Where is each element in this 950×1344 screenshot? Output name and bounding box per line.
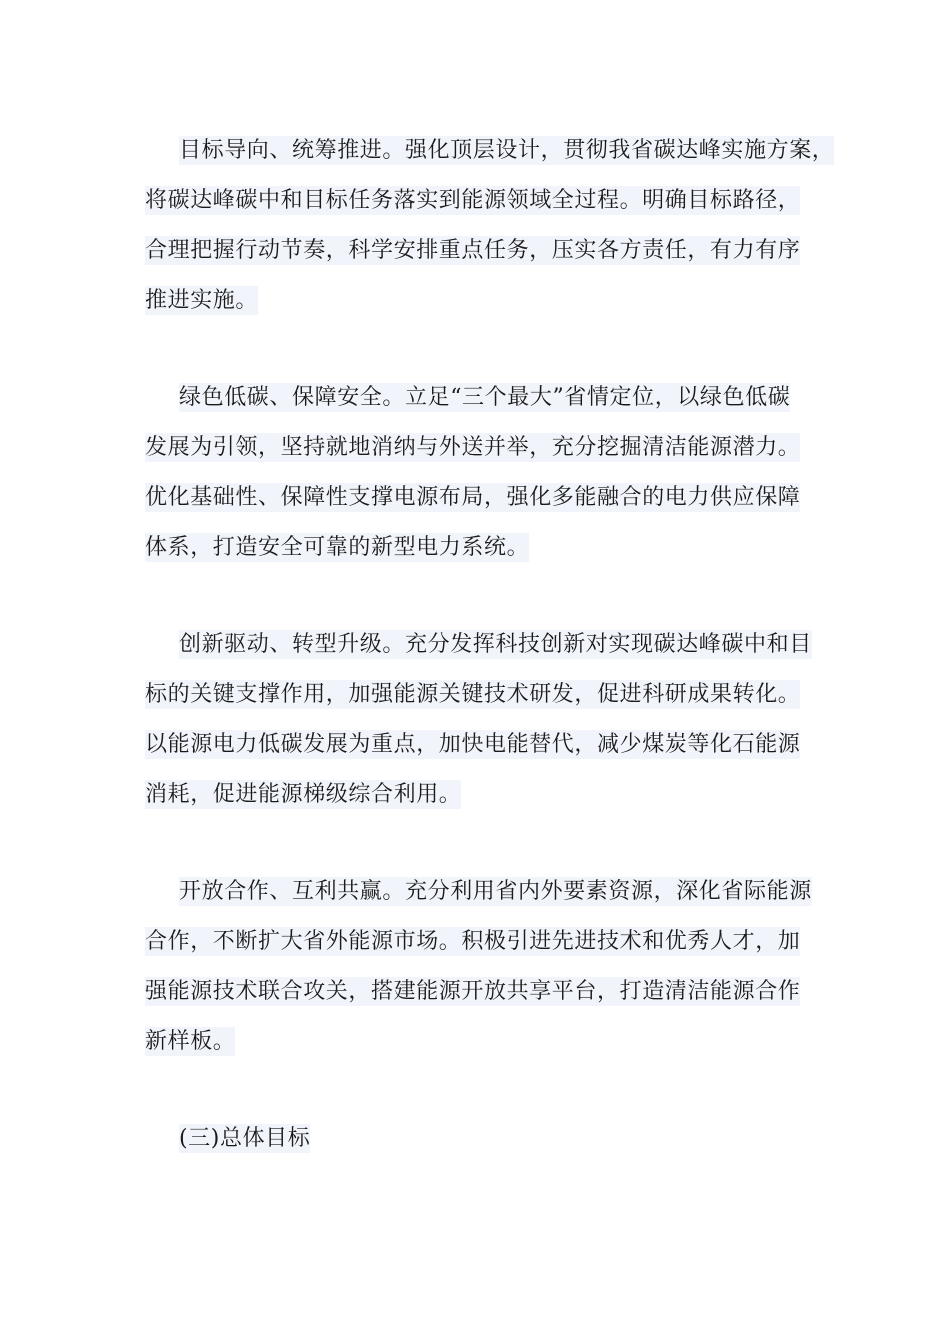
- text-line: 创新驱动、转型升级。充分发挥科技创新对实现碳达峰碳中和目: [179, 632, 812, 657]
- text-line: 开放合作、互利共赢。充分利用省内外要素资源，深化省际能源: [179, 879, 812, 904]
- section-heading: [145, 1114, 835, 1164]
- text-line: 合理把握行动节奏，科学安排重点任务，压实各方责任，有力有序: [145, 238, 801, 263]
- text-line: 新样板。: [145, 1029, 236, 1054]
- text-line: 以能源电力低碳发展为重点，加快电能替代，减少煤炭等化石能源: [145, 732, 801, 757]
- text-line: 消耗，促进能源梯级综合利用。: [145, 782, 462, 807]
- paragraph-green-low-carbon: [145, 373, 835, 573]
- text-line: 发展为引领，坚持就地消纳与外送并举，充分挖掘清洁能源潜力。: [145, 435, 801, 460]
- text-line: 标的关键支撑作用，加强能源关键技术研发，促进科研成果转化。: [145, 682, 801, 707]
- text-line: 合作，不断扩大省外能源市场。积极引进先进技术和优秀人才，加: [145, 929, 801, 954]
- paragraph-goal-oriented: [145, 126, 835, 326]
- text-line: 强能源技术联合攻关，搭建能源开放共享平台，打造清洁能源合作: [145, 979, 801, 1004]
- paragraph-innovation-driven: [145, 620, 835, 820]
- text-line: 优化基础性、保障性支撑电源布局，强化多能融合的电力供应保障: [145, 485, 801, 510]
- text-line: 推进实施。: [145, 288, 259, 313]
- text-line: 绿色低碳、保障安全。立足“三个最大”省情定位，以绿色低碳: [179, 385, 791, 410]
- text-line: 将碳达峰碳中和目标任务落实到能源领域全过程。明确目标路径，: [145, 188, 801, 213]
- paragraph-open-cooperation: [145, 867, 835, 1067]
- text-line: 体系，打造安全可靠的新型电力系统。: [145, 535, 530, 560]
- heading-line: (三)总体目标: [179, 1126, 311, 1151]
- text-line: 目标导向、统筹推进。强化顶层设计，贯彻我省碳达峰实施方案，: [179, 138, 835, 163]
